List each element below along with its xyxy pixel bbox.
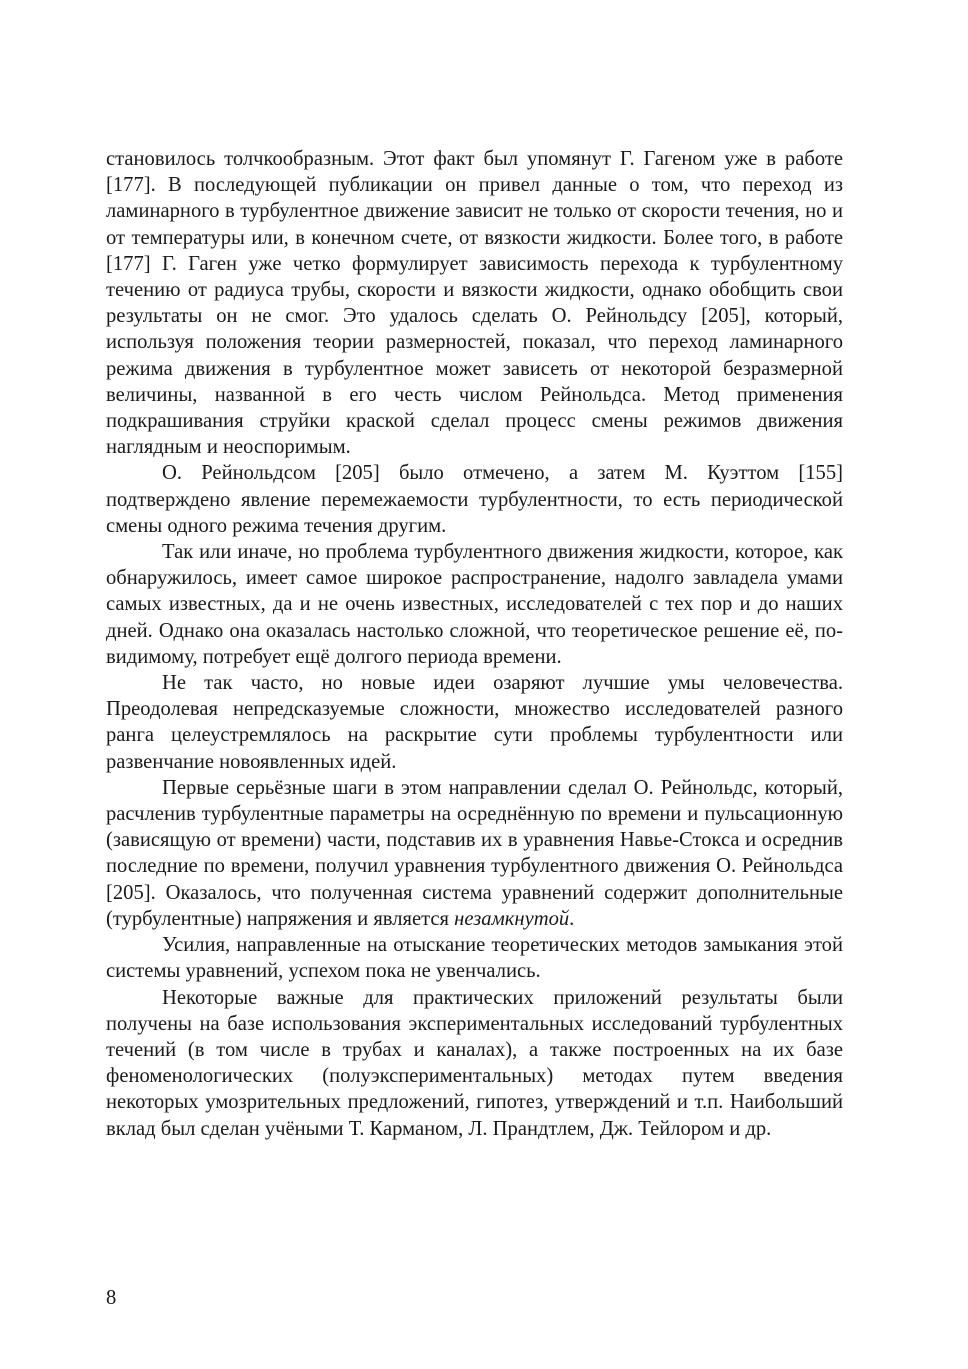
paragraph-5-tail: . bbox=[569, 907, 575, 930]
paragraph-3: Так или иначе, но проблема турбулентного движения жидкости, которое, как обнаружилось, имеет самое широкое распространение, надолго завладела умами самых известных, да и не очень известных, исследователей с тех пор и до наших дней. Однако она оказалась настолько сложной, что теоретическое решение её, по-видимому, потребует ещё долгого периода времени. bbox=[106, 541, 843, 668]
paragraph-5-italic-term: незамкнутой bbox=[454, 907, 570, 930]
paragraph-5-text: Первые серьёзные шаги в этом направлении сделал О. Рейнольдс, который, расчленив турбулентные параметры на осреднённую по времени и пульсационную (зависящую от времени) части, подставив их в уравнения Навье-Стокса и осреднив последние по времени, получил уравнения турбулентного движения О. Рейнольдса [205]. Оказалось, что полученная система уравнений содержит дополнительные (турбулентные) напряжения и является bbox=[106, 776, 843, 930]
paragraph-1: становилось толчкообразным. Этот факт был упомянут Г. Гагеном уже в работе [177]. В последующей публикации он привел данные о том, что переход из ламинарного в турбулентное движение зависит не только от скорости течения, но и от температуры или, в конечном счете, от вязкости жидкости. Более того, в работе [177] Г. Гаген уже четко формулирует зависимость перехода к турбулентному течению от радиуса трубы, скорости и вязкости жидкости, однако обобщить свои результаты он не смог. Это удалось сделать О. Рейнольдсу [205], который, используя положения теории размерностей, показал, что переход ламинарного режима движения в турбулентное может зависеть от некоторой безразмерной величины, названной в его честь числом Рейнольдса. Метод применения подкрашивания струйки краской сделал процесс смены режимов движения наглядным и неоспоримым. bbox=[106, 148, 843, 459]
paragraph-2: О. Рейнольдсом [205] было отмечено, а затем М. Куэттом [155] подтверждено явление перемежаемости турбулентности, то есть периодической смены одного режима течения другим. bbox=[106, 462, 843, 537]
paragraph-7: Некоторые важные для практических приложений результаты были получены на базе использования экспериментальных исследований турбулентных течений (в том числе в трубах и каналах), а также построенных на их базе феноменологических (полуэкспериментальных) методах путем введения некоторых умозрительных предложений, гипотез, утверждений и т.п. Наибольший вклад был сделан учёными Т. Карманом, Л. Прандтлем, Дж. Тейлором и др. bbox=[106, 986, 843, 1140]
paragraph-4: Не так часто, но новые идеи озаряют лучшие умы человечества. Преодолевая непредсказуемые сложности, множество исследователей разного ранга целеустремлялось на раскрытие сути проблемы турбулентности или развенчание новоявленных идей. bbox=[106, 672, 843, 773]
paragraph-6: Усилия, направленные на отыскание теоретических методов замыкания этой системы уравнений, успехом пока не увенчались. bbox=[106, 934, 843, 983]
page-number: 8 bbox=[106, 1287, 117, 1309]
paragraph-5 bbox=[106, 775, 843, 932]
page-body bbox=[106, 146, 843, 1142]
